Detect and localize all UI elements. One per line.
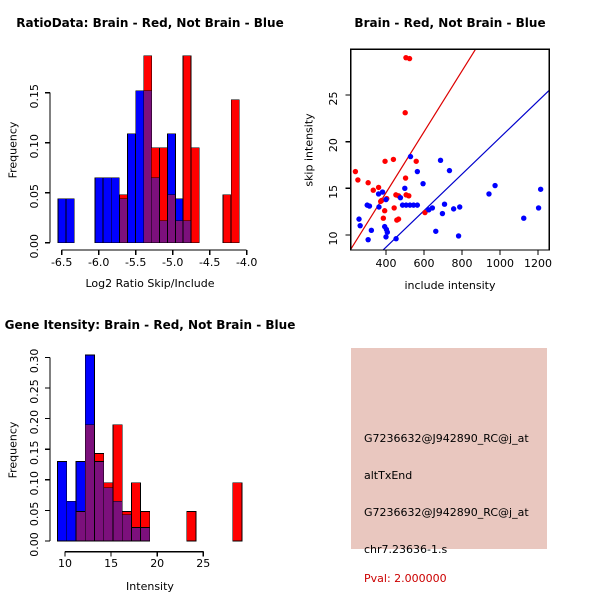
hist-bar-red <box>131 483 140 528</box>
hist-bar-blue <box>95 178 103 243</box>
hist-bar-blue <box>136 91 144 243</box>
hist-bar-overlap <box>85 425 94 541</box>
scatter-point-blue <box>438 158 443 163</box>
hist-bar-overlap <box>144 91 152 243</box>
axis-tick-label: 0.15 <box>28 83 41 109</box>
panel-gene-intensity-histogram <box>0 300 300 600</box>
hist-bar-blue <box>67 501 76 541</box>
hist-bar-red <box>151 148 159 178</box>
hist-bar-red <box>233 483 242 541</box>
hist-bar-red <box>191 148 199 243</box>
probe-id-line-2: G7236632@J942890_RC@j_at <box>364 506 529 519</box>
hist-bar-blue <box>85 355 94 425</box>
axis-tick-label: 600 <box>413 257 435 270</box>
scatter-point-red <box>391 157 396 162</box>
gene-intensity-histogram-plot <box>0 300 300 600</box>
axis-tick-label: 0.10 <box>28 133 41 159</box>
scatter-point-red <box>355 177 360 182</box>
scatter-point-blue <box>440 211 445 216</box>
splice-type-line: altTxEnd <box>364 469 413 482</box>
scatter-point-red <box>382 159 387 164</box>
scatter-point-blue <box>456 233 461 238</box>
scatter-point-blue <box>521 216 526 221</box>
axis-tick-label: 10 <box>327 231 340 246</box>
axis-tick-label: 15 <box>104 557 119 570</box>
scatter-point-red <box>407 56 412 61</box>
scatter-point-blue <box>385 230 390 235</box>
scatter-point-blue <box>486 191 491 196</box>
hist-bar-blue <box>76 461 85 511</box>
axis-tick-label: 1200 <box>524 257 552 270</box>
scatter-point-blue <box>367 203 372 208</box>
scatter-point-blue <box>408 154 413 159</box>
hist-bar-red <box>113 425 122 502</box>
hist-bar-overlap <box>159 221 167 243</box>
hist-bar-overlap <box>104 488 113 541</box>
hist-bar-red <box>183 56 191 221</box>
axis-tick-label: 0.20 <box>28 409 41 435</box>
hist-bar-red <box>187 512 196 541</box>
axis-tick-label: 800 <box>451 257 473 270</box>
axis-tick-label: 0.00 <box>28 233 41 259</box>
ratio-histogram-title: RatioData: Brain - Red, Not Brain - Blue <box>16 16 284 30</box>
hist-bar-overlap <box>119 199 127 243</box>
hist-bar-red <box>159 148 167 221</box>
axis-tick-label: -6.0 <box>87 256 110 269</box>
gene-histogram-title: Gene Itensity: Brain - Red, Not Brain - Blue <box>4 318 296 332</box>
brain-fit-line <box>351 49 476 249</box>
ratio-histogram-plot <box>0 0 300 300</box>
axis-tick-label: -6.5 <box>50 256 73 269</box>
panel-probe-info <box>300 300 600 600</box>
axis-tick-label: 25 <box>327 91 340 106</box>
locus-line: chr7.23636-1.s <box>364 543 448 556</box>
hist-bar-blue <box>66 199 74 243</box>
axis-tick-label: -4.0 <box>235 256 258 269</box>
axis-tick-label: 0.15 <box>28 440 41 465</box>
scatter-point-red <box>406 193 411 198</box>
scatter-point-red <box>353 169 358 174</box>
axis-tick-label: 15 <box>327 184 340 199</box>
axis-tick-label: 20 <box>150 557 165 570</box>
scatter-ylabel: skip intensity <box>302 113 316 187</box>
panel-ratio-histogram <box>0 0 300 300</box>
scatter-title: Brain - Red, Not Brain - Blue <box>354 16 546 30</box>
axis-tick-label: 0.05 <box>28 183 41 209</box>
scatter-point-blue <box>536 205 541 210</box>
axis-tick-label: 25 <box>196 557 211 570</box>
probe-id-line: G7236632@J942890_RC@j_at <box>364 432 529 445</box>
scatter-point-red <box>376 185 381 190</box>
scatter-point-blue <box>369 228 374 233</box>
hist-bar-red <box>104 483 113 488</box>
hist-bar-blue <box>58 461 67 541</box>
hist-bar-blue <box>168 134 176 195</box>
hist-bar-overlap <box>131 528 140 541</box>
intensity-scatter-plot <box>300 0 600 300</box>
scatter-point-blue <box>415 202 420 207</box>
gene-histogram-xlabel: Intensity <box>126 580 174 593</box>
ratio-histogram-xlabel: Log2 Ratio Skip/Include <box>85 277 215 290</box>
scatter-point-blue <box>357 223 362 228</box>
axis-tick-label: 0.30 <box>28 348 41 374</box>
hist-bar-overlap <box>122 515 131 541</box>
hist-bar-red <box>119 195 127 199</box>
axis-tick-label: 0.25 <box>28 379 41 404</box>
hist-bar-overlap <box>141 528 150 541</box>
scatter-point-red <box>414 159 419 164</box>
hist-bar-red <box>223 195 231 243</box>
hist-bar-red <box>122 512 131 515</box>
hist-bar-overlap <box>151 178 159 243</box>
scatter-point-blue <box>420 181 425 186</box>
scatter-point-blue <box>451 206 456 211</box>
panel-intensity-scatter <box>300 0 600 300</box>
scatter-point-blue <box>380 189 385 194</box>
scatter-point-blue <box>538 187 543 192</box>
hist-bar-red <box>144 56 152 91</box>
axis-tick-label: 400 <box>375 257 397 270</box>
ratio-histogram-ylabel: Frequency <box>6 121 20 179</box>
hist-bar-blue <box>58 199 66 243</box>
axis-tick-label: -5.0 <box>161 256 184 269</box>
scatter-point-blue <box>356 216 361 221</box>
axis-tick-label: 0.10 <box>28 471 41 496</box>
hist-bar-overlap <box>76 512 85 541</box>
scatter-point-red <box>391 205 396 210</box>
axis-tick-label: 20 <box>327 138 340 153</box>
gene-histogram-ylabel: Frequency <box>6 421 20 479</box>
axis-tick-label: 0.00 <box>28 532 41 557</box>
scatter-point-blue <box>383 234 388 239</box>
hist-bar-overlap <box>183 221 191 243</box>
plot-box <box>351 49 550 250</box>
pval-line: Pval: 2.000000 <box>364 572 447 585</box>
scatter-xlabel: include intensity <box>404 279 496 292</box>
scatter-point-blue <box>457 204 462 209</box>
hist-bar-overlap <box>176 221 184 243</box>
axis-tick-label: -4.5 <box>198 256 221 269</box>
axis-tick-label: -5.5 <box>124 256 147 269</box>
scatter-point-blue <box>402 186 407 191</box>
axis-tick-label: 0.05 <box>28 501 41 527</box>
scatter-point-red <box>402 110 407 115</box>
scatter-point-blue <box>492 183 497 188</box>
hist-bar-blue <box>176 199 184 221</box>
scatter-point-red <box>365 180 370 185</box>
scatter-point-blue <box>442 202 447 207</box>
scatter-point-blue <box>365 237 370 242</box>
hist-bar-red <box>231 100 239 243</box>
scatter-point-blue <box>447 168 452 173</box>
probe-info-box <box>351 348 547 585</box>
hist-bar-red <box>95 453 104 461</box>
axis-tick-label: 10 <box>58 557 72 570</box>
scatter-point-red <box>403 175 408 180</box>
hist-bar-red <box>141 512 150 528</box>
scatter-point-blue <box>383 197 388 202</box>
hist-bar-blue <box>103 178 111 243</box>
hist-bar-blue <box>111 178 119 243</box>
scatter-point-red <box>396 216 401 221</box>
axis-tick-label: 1000 <box>486 257 514 270</box>
hist-bar-overlap <box>168 195 176 243</box>
scatter-point-red <box>381 216 386 221</box>
scatter-point-blue <box>433 229 438 234</box>
hist-bar-overlap <box>95 461 104 541</box>
hist-bar-blue <box>128 134 136 243</box>
scatter-point-red <box>382 208 387 213</box>
scatter-point-red <box>371 188 376 193</box>
not-brain-fit-line <box>383 90 549 250</box>
scatter-point-blue <box>398 195 403 200</box>
hist-bar-overlap <box>113 501 122 541</box>
scatter-point-blue <box>393 236 398 241</box>
scatter-point-blue <box>415 169 420 174</box>
scatter-point-blue <box>376 204 381 209</box>
scatter-point-blue <box>430 205 435 210</box>
